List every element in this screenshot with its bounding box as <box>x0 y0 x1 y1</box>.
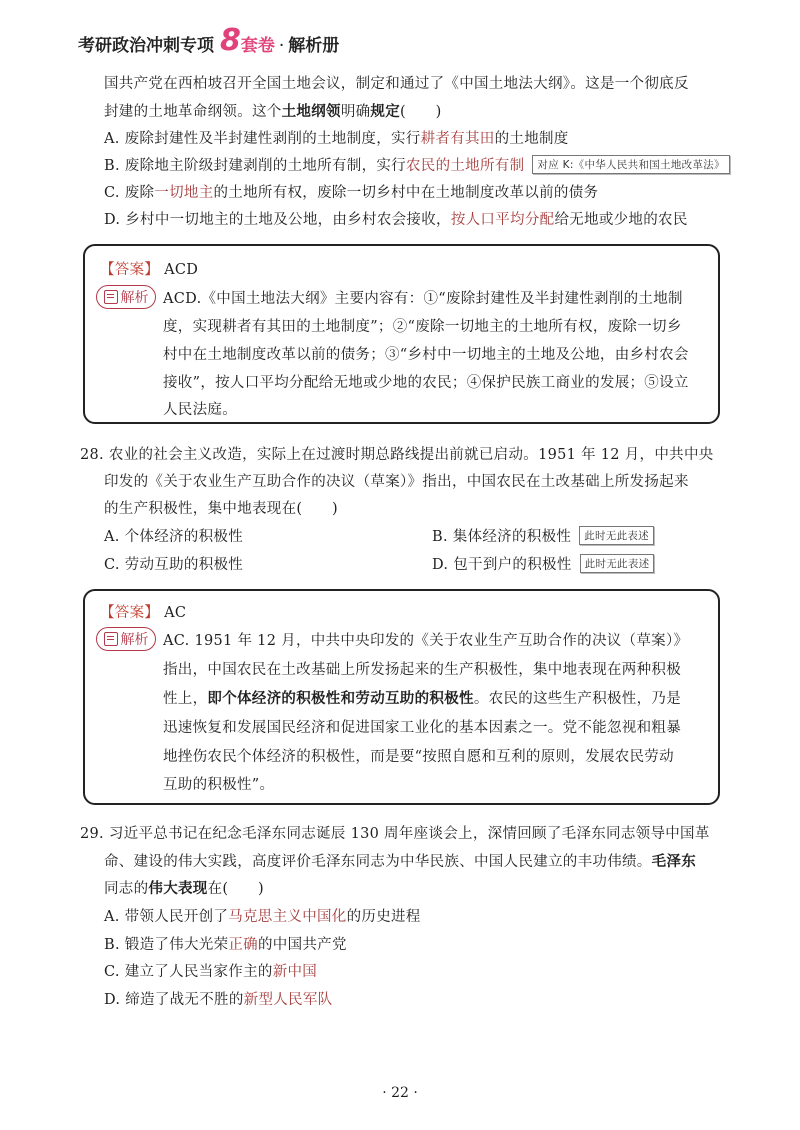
q27-option-d[interactable] <box>104 208 688 229</box>
q27-analysis-line-1: ACD.《中国土地法大纲》主要内容有：①“废除封建性及半封建性剥削的土地制 <box>163 291 683 307</box>
q27-option-d-highlight: 按人口平均分配 <box>450 212 555 228</box>
q28-analysis-line-5: 地挫伤农民个体经济的积极性，而是要“按照自愿和互利的原则，发展农民劳动 <box>163 749 674 765</box>
q27-analysis-badge <box>96 285 156 309</box>
q27-blank: ( ) <box>400 104 442 120</box>
q28-option-c[interactable]: C. 劳动互助的积极性 <box>104 557 244 573</box>
q28-answer-value: AC <box>164 605 187 621</box>
q29-blank: 在( ) <box>207 881 264 897</box>
q28-analysis-badge <box>96 627 156 651</box>
q29-stem-bold-2: 伟大表现 <box>148 880 208 897</box>
q28-stem-line-2: 印发的《关于农业生产互助合作的决议（草案）》指出，中国农民在土改基础上所发扬起来 <box>104 474 689 490</box>
q27-analysis-label: 解析 <box>120 290 149 306</box>
q29-stem-line-2 <box>104 850 696 871</box>
q28-analysis-text-2: 。农民的这些生产积极性，乃是 <box>473 691 682 707</box>
q27-answer <box>100 258 198 279</box>
q27-option-d-text-2: 给无地或少地的农民 <box>554 212 688 228</box>
q29-option-a-text-2: 的历史进程 <box>346 909 421 925</box>
q27-stem-text-2: 明确 <box>340 104 371 120</box>
q27-analysis-line-3: 村中在土地制度改革以前的债务；③“乡村中一切地主的土地及公地，由乡村农会 <box>163 347 689 363</box>
q28-option-d-note: 此时无此表述 <box>580 554 655 573</box>
q28-option-b[interactable] <box>432 525 654 546</box>
header-brand: 考研政治冲刺专项 <box>78 36 214 56</box>
q29-stem-bold-1: 毛泽东 <box>651 853 697 870</box>
q28-analysis-label: 解析 <box>120 632 149 648</box>
q27-analysis-line-4: 接收”，按人口平均分配给无地或少地的农民；④保护民族工商业的发展；⑤设立 <box>163 375 689 391</box>
analysis-book-icon <box>104 632 118 646</box>
q27-answer-label: 【答案】 <box>100 262 160 278</box>
q29-option-d[interactable] <box>104 988 332 1009</box>
q29-stem-line-3 <box>104 877 264 898</box>
q27-answer-value: ACD <box>164 262 199 278</box>
page-header <box>78 24 339 56</box>
header-dot: · <box>278 36 285 56</box>
q29-option-d-text: D. 缔造了战无不胜的 <box>104 992 244 1008</box>
q28-option-a[interactable]: A. 个体经济的积极性 <box>104 529 243 545</box>
q27-option-c-text: C. 废除 <box>104 185 155 201</box>
q27-option-a-highlight: 耕者有其田 <box>420 131 495 147</box>
q27-analysis-line-5: 人民法庭。 <box>163 402 237 418</box>
q29-option-a[interactable] <box>104 905 421 926</box>
q28-answer <box>100 601 186 622</box>
q27-option-a[interactable] <box>104 127 569 148</box>
q27-option-c-text-2: 的土地所有权，废除一切乡村中在土地制度改革以前的债务 <box>213 185 599 201</box>
q27-option-b-text: B. 废除地主阶级封建剥削的土地所有制，实行 <box>104 158 406 174</box>
q28-stem-line-1: 28. 农业的社会主义改造，实际上在过渡时期总路线提出前就已启动。1951 年 12 月，中共中央 <box>80 447 714 463</box>
q29-stem-text: 命、建设的伟大实践，高度评价毛泽东同志为中华民族、中国人民建立的丰功伟绩。 <box>104 854 652 870</box>
q29-stem-line-1: 29. 习近平总书记在纪念毛泽东同志诞辰 130 周年座谈会上，深情回顾了毛泽东同志领导中国革 <box>80 826 710 842</box>
page-number: · 22 · <box>382 1085 418 1101</box>
q29-option-a-highlight: 马克思主义中国化 <box>228 909 347 925</box>
q29-option-b-text-2: 的中国共产党 <box>257 937 347 953</box>
q27-stem-text: 封建的土地革命纲领。这个 <box>104 104 282 120</box>
q28-analysis-bold: 即个体经济的积极性和劳动互助的积极性 <box>207 690 474 707</box>
q28-analysis-line-6: 互助的积极性”。 <box>163 777 275 793</box>
q28-option-d-text: D. 包干到户的积极性 <box>432 557 572 573</box>
q27-option-a-text-2: 的土地制度 <box>494 131 569 147</box>
q29-option-c-highlight: 新中国 <box>272 964 318 980</box>
q27-option-a-text: A. 废除封建性及半封建性剥削的土地制度，实行 <box>104 131 421 147</box>
q28-analysis-line-3 <box>163 687 681 708</box>
q28-analysis-text: 性上， <box>163 691 208 707</box>
q27-stem-bold-1: 土地纲领 <box>281 103 341 120</box>
q27-option-b[interactable] <box>104 154 730 175</box>
header-taojuan: 套卷 <box>240 36 275 56</box>
q29-option-c[interactable] <box>104 960 317 981</box>
q28-option-b-note: 此时无此表述 <box>579 526 654 545</box>
q27-stem-line-2 <box>104 100 442 121</box>
q27-option-c-highlight: 一切地主 <box>154 185 214 201</box>
header-section: 解析册 <box>288 36 340 56</box>
q27-stem-bold-2: 规定 <box>370 103 401 120</box>
q29-option-b-text: B. 锻造了伟大光荣 <box>104 937 229 953</box>
q28-analysis-line-4: 迅速恢复和发展国民经济和促进国家工业化的基本因素之一。党不能忽视和粗暴 <box>163 720 681 736</box>
q29-option-c-text: C. 建立了人民当家作主的 <box>104 964 273 980</box>
q28-analysis-line-2: 指出，中国农民在土改基础上所发扬起来的生产积极性，集中地表现在两种积极 <box>163 662 681 678</box>
q27-option-d-text: D. 乡村中一切地主的土地及公地，由乡村农会接收， <box>104 212 451 228</box>
q27-option-c[interactable] <box>104 181 598 202</box>
q29-option-a-text: A. 带领人民开创了 <box>104 909 229 925</box>
q27-option-b-note: 对应 K:《中华人民共和国土地改革法》 <box>532 155 729 174</box>
q29-option-d-highlight: 新型人民军队 <box>243 992 333 1008</box>
q29-stem-text-2: 同志的 <box>104 881 149 897</box>
header-eight: 8 <box>220 23 241 58</box>
q28-stem-line-3: 的生产积极性，集中地表现在( ) <box>104 501 338 517</box>
q28-option-b-text: B. 集体经济的积极性 <box>432 529 572 545</box>
q28-analysis-line-1: AC. 1951 年 12 月，中共中央印发的《关于农业生产互助合作的决议（草案）》 <box>163 633 689 649</box>
q27-stem-line-1: 国共产党在西柏坡召开全国土地会议，制定和通过了《中国土地法大纲》。这是一个彻底反 <box>104 76 689 92</box>
q29-option-b-highlight: 正确 <box>228 937 258 953</box>
q28-answer-label: 【答案】 <box>100 605 160 621</box>
q27-analysis-line-2: 度，实现耕者有其田的土地制度”；②“废除一切地主的土地所有权，废除一切乡 <box>163 319 682 335</box>
q29-option-b[interactable] <box>104 933 347 954</box>
q27-option-b-highlight: 农民的土地所有制 <box>405 158 525 174</box>
analysis-book-icon <box>104 290 118 304</box>
q28-option-d[interactable] <box>432 553 654 574</box>
